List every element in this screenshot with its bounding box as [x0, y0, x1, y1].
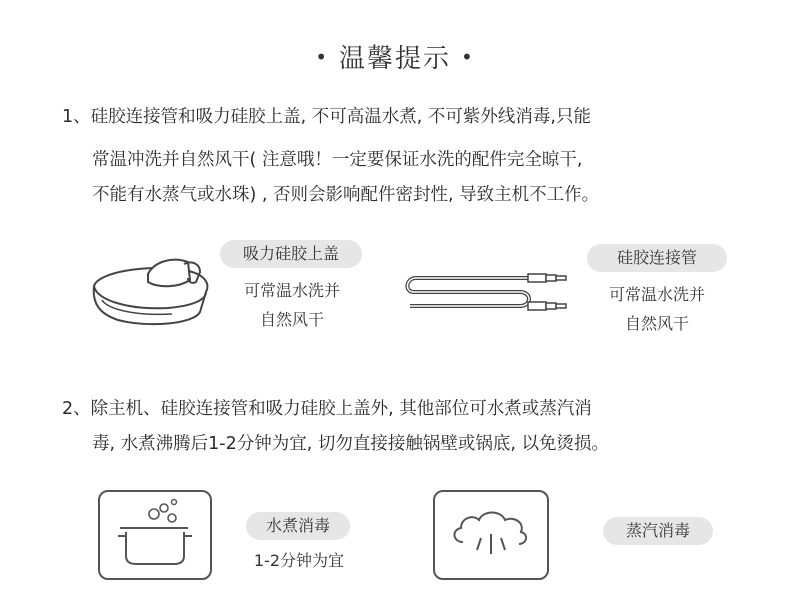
steam-label-badge: 蒸汽消毒: [603, 517, 713, 545]
boil-label-badge: 水煮消毒: [246, 512, 350, 540]
section2-line-1: 2、除主机、硅胶连接管和吸力硅胶上盖外, 其他部位可水煮或蒸汽消: [62, 399, 592, 419]
section1-line-3: 不能有水蒸气或水珠) , 否则会影响配件密封性, 导致主机不工作。: [92, 185, 600, 205]
boil-note: 1-2分钟为宜: [253, 551, 345, 570]
title-dot-left: •: [315, 45, 329, 69]
steam-cloud-icon: [433, 490, 549, 580]
boiling-pot-icon: [98, 490, 212, 580]
tube-note-line-1: 可常温水洗并: [608, 285, 705, 304]
page-title: [0, 38, 790, 75]
tube-label-badge: 硅胶连接管: [587, 244, 727, 272]
section2-line-2: 毒, 水煮沸腾后1-2分钟为宜, 切勿直接接触锅壁或锅底, 以免烫损。: [92, 434, 609, 454]
tube-note-line-2: 自然风干: [624, 314, 689, 333]
title-text: 温馨提示: [338, 44, 451, 74]
cover-label-badge: 吸力硅胶上盖: [220, 240, 362, 268]
section1-line-2: 常温冲洗并自然风干( 注意哦！一定要保证水洗的配件完全晾干,: [92, 150, 583, 170]
cover-note-line-2: 自然风干: [259, 310, 324, 329]
silicone-tube-icon: [400, 268, 576, 312]
silicone-cover-icon: [88, 252, 218, 332]
section1-line-1: 1、硅胶连接管和吸力硅胶上盖, 不可高温水煮, 不可紫外线消毒,只能: [62, 107, 591, 127]
cover-note-line-1: 可常温水洗并: [243, 281, 340, 300]
title-dot-right: •: [461, 45, 475, 69]
